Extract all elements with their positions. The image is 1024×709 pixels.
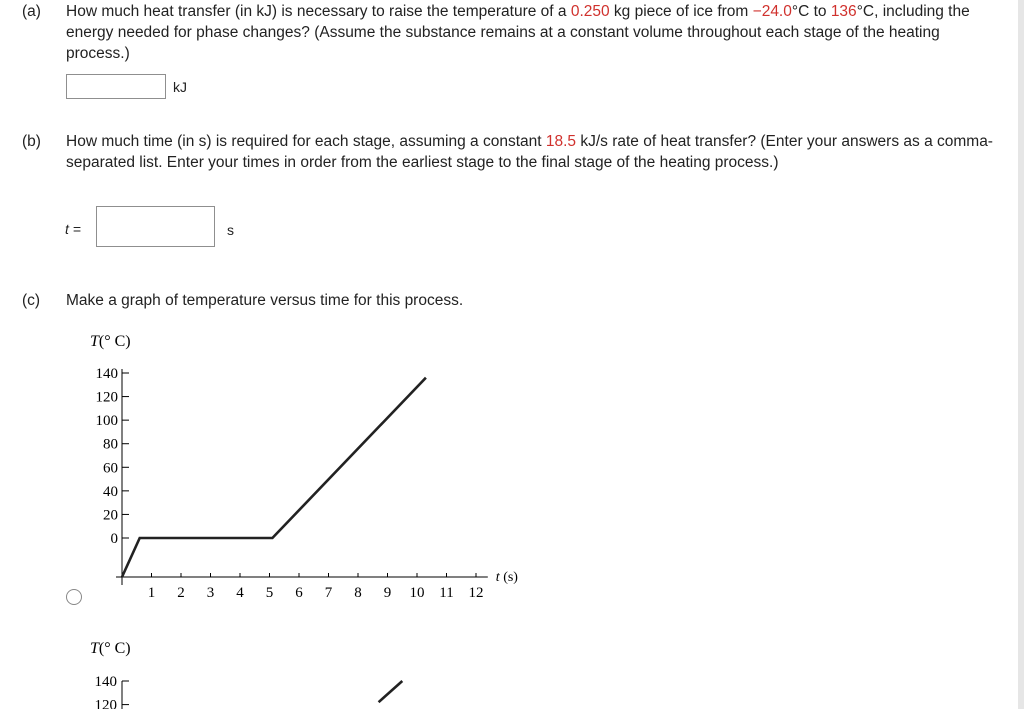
part-b-question <box>66 131 1001 173</box>
chart1-xtick-label: 7 <box>324 585 333 601</box>
chart1-ytick-label: 40 <box>103 483 118 500</box>
part-a-question <box>66 1 1001 64</box>
chart1-xtick-label: 2 <box>177 585 185 601</box>
chart1-ytick-label: 0 <box>110 531 118 547</box>
chart1-ytick-label: 120 <box>95 389 118 406</box>
question-text: kg piece of ice from <box>609 3 753 20</box>
chart1-series-line <box>122 378 426 577</box>
chart1-ytick-label: 60 <box>103 460 118 477</box>
end-temp-value: 136 <box>830 3 857 20</box>
part-a-label: (a) <box>22 3 41 20</box>
chart1-ytick-label: 100 <box>95 413 118 430</box>
chart2-series-line <box>379 681 403 702</box>
question-text: How much heat transfer (in kJ) is necessary to raise the temperature of a <box>66 3 571 20</box>
chart2-ytick-label: 140 <box>94 674 117 690</box>
chart1-ytick-label: 80 <box>103 436 118 453</box>
question-text: kJ/s rate of heat transfer? (Enter your answers as a comma-separated list. Enter your times in order from the earliest stage to the final stage of the heating process.) <box>66 133 993 171</box>
chart1-xtick-label: 10 <box>409 585 425 601</box>
start-temp-value: −24.0 <box>752 3 792 20</box>
graph-option-1-radio[interactable] <box>66 589 82 605</box>
heat-transfer-input[interactable] <box>66 74 166 99</box>
chart1-xtick-label: 12 <box>468 585 484 601</box>
chart1-xtick-label: 5 <box>265 585 274 601</box>
chart1-xtick-label: 8 <box>354 585 362 601</box>
question-text: How much time (in s) is required for each stage, assuming a constant <box>66 133 546 150</box>
chart1-xtick-label: 4 <box>236 585 244 601</box>
part-b-label: (b) <box>22 133 41 150</box>
part-c-question: Make a graph of temperature versus time for this process. <box>66 292 464 309</box>
chart1-ylabel: T(° C) <box>90 333 131 350</box>
chart1-xtick-label: 11 <box>439 585 454 601</box>
mass-value: 0.250 <box>570 3 610 20</box>
rate-value: 18.5 <box>545 133 577 150</box>
s-unit-label: s <box>227 222 234 238</box>
chart1-xtick-label: 9 <box>383 585 392 601</box>
time-input[interactable] <box>96 206 215 247</box>
scrollbar-track[interactable] <box>1018 0 1024 709</box>
time-variable-label: t = <box>65 221 81 237</box>
chart1-xtick-label: 3 <box>206 585 215 601</box>
chart1-xtick-label: 6 <box>295 585 303 601</box>
chart1-xtick-label: 1 <box>147 585 156 601</box>
chart1-xlabel: t (s) <box>495 570 518 585</box>
chart1-ytick-label: 20 <box>103 507 118 524</box>
question-text: °C to <box>791 3 831 20</box>
kj-unit-label: kJ <box>173 79 187 95</box>
part-c-label: (c) <box>22 292 41 309</box>
question-text: °C, including the energy needed for phase changes? (Assume the substance remains at a constant volume throughout each stage of the heating process.) <box>66 3 970 62</box>
chart1-ytick-label: 140 <box>95 366 118 382</box>
chart2-ylabel: T(° C) <box>90 640 131 657</box>
chart2-ytick-label: 120 <box>94 697 117 709</box>
